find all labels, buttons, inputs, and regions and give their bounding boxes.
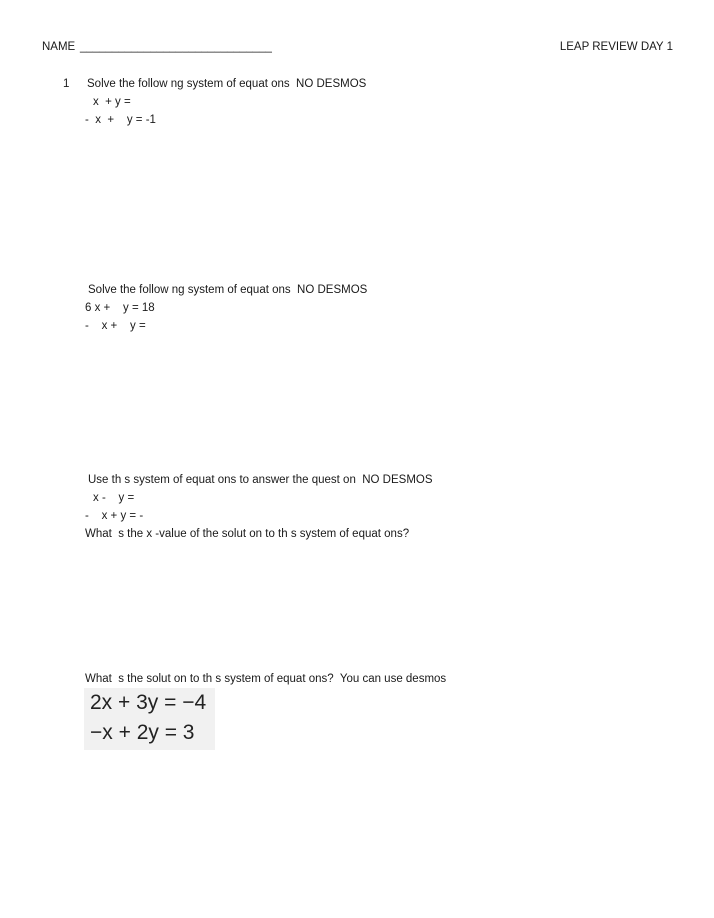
question-1-equation-1: x + y =	[93, 96, 131, 108]
question-3-equation-2: - x + y = -	[85, 510, 144, 522]
question-3-question: What s the x -value of the solut on to th s system of equat ons?	[85, 528, 410, 540]
name-label: NAME	[42, 41, 76, 53]
image-equation-2: −x + 2y = 3	[90, 721, 195, 744]
question-2-prompt: Solve the follow ng system of equat ons NO DESMOS	[88, 284, 368, 296]
question-1-prompt: Solve the follow ng system of equat ons NO DESMOS	[87, 78, 367, 90]
image-equation-1: 2x + 3y = −4	[90, 691, 207, 714]
question-3-prompt: Use th s system of equat ons to answer the quest on NO DESMOS	[88, 474, 433, 486]
equation-image	[84, 688, 215, 750]
question-2-equation-1: 6 x + y = 18	[85, 302, 155, 314]
question-1-number: 1	[63, 78, 70, 90]
question-3-equation-1: x - y =	[93, 492, 135, 504]
question-1-equation-2: - x + y = -1	[85, 114, 156, 126]
question-4-prompt: What s the solut on to th s system of equat ons? You can use desmos	[85, 673, 447, 685]
name-line: ______________________________	[80, 41, 272, 53]
page-title: LEAP REVIEW DAY 1	[559, 41, 673, 53]
question-2-equation-2: - x + y =	[85, 320, 146, 332]
